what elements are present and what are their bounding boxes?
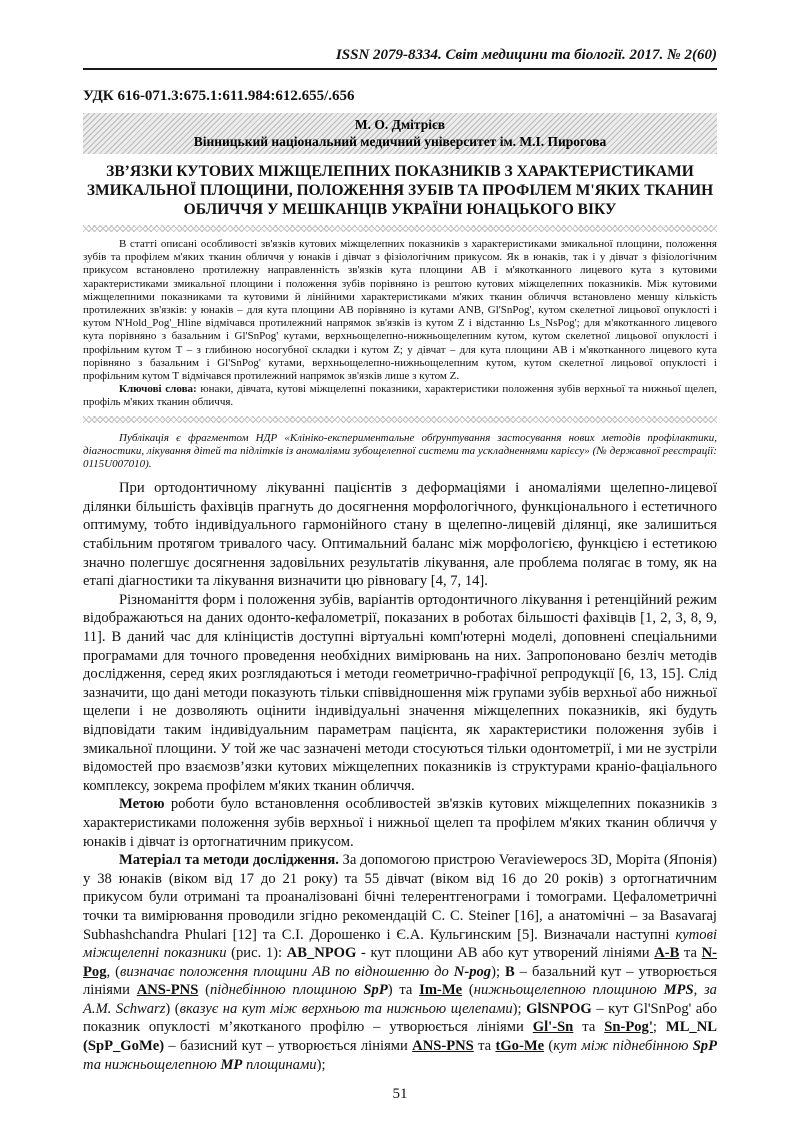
divider-zigzag-top: [83, 225, 717, 232]
paragraph-aim: Метою роботи було встановлення особливостей зв'язків кутових міжщелепних показників з характеристиками положення зубів верхньої і нижньої щелеп та профілем м'яких тканин обличчя у юнаків і дівчат із ортогнатичним прикусом.: [83, 796, 717, 850]
article-body: [83, 479, 717, 1074]
abstract-section: [83, 238, 717, 410]
article-title: ЗВ’ЯЗКИ КУТОВИХ МІЖЩЕЛЕПНИХ ПОКАЗНИКІВ З ХАРАКТЕРИСТИКАМИ ЗМИКАЛЬНОЇ ПЛОЩИНИ, ПОЛОЖЕННЯ ЗУБІВ ТА ПРОФІЛЕМ М'ЯКИХ ТКАНИН ОБЛИЧЧЯ У МЕШКАНЦІВ УКРАЇНИ ЮНАЦЬКОГО ВІКУ: [86, 163, 714, 218]
affiliation: Вінницький національний медичний університет ім. М.І. Пирогова: [193, 134, 607, 149]
paragraph-materials-methods: Матеріал та методи дослідження. За допомогою пристрою Veraviewepocs 3D, Моріта (Японія) у 38 юнаків (віком від 17 до 21 року) та 55 дівчат (віком від 16 до 20 років) з ортогнатичним прикусом були отримані та проаналізовані бічні телерентгенограми і томограми. Цефалометричні точки та вимірювання проводили згідно рекомендацій С. С. Steiner [16], а анатомічні – за Basavaraj Subhashchandra Phulari [12] та С.І. Дорошенко і Є.А. Кульгинским [5]. Визначали наступні кутові міжщелепні показники (рис. 1): AB_NPOG - кут площини АВ або кут утворений лініями A-B та N-Pog, (визначає положення площини АВ по відношенню до N-pog); B – базальний кут – утворюється лініями ANS-PNS (піднебінною площиною SpP) та Im-Me (нижньощелепною площиною MPS, за A.M. Schwarz) (вказує на кут між верхньою та нижньою щелепами); GlSNPOG – кут Gl'SnPog' або показник опуклості м’якотканого профілю – утворюється лініями Gl'-Sn та Sn-Pog'; ML_NL (SpP_GoMe) – базисний кут – утворюється лініями ANS-PNS та tGo-Me (кут між піднебінною SpP та нижньощелепною MP площинами);: [83, 852, 718, 1073]
paragraph-methods-review: Різноманіття форм і положення зубів, варіантів ортодонтичного лікування і ретенційний режим відображаються на даних одонто-кефалометрії, показаних в роботах більшості фахівців [1, 2, 3, 8, 9, 11]. В даний час для клініцистів доступні віртуальні комп'ютерні моделі, доповнені спеціальними програмами для точного проведення необхідних вимірювань на них. Запропоновано безліч методів дослідження, серед яких розглядаються і методи геометрично-графічної репродукції [6, 13, 15]. Слід зазначити, що дані методи показують тільки співвідношення між групами зубів верхньої або нижньої щелепи і не дозволяють оцінити індивідуальні значення міжщелепних показників, які будуть відповідати таким індивідуальним параметрам пацієнта, як характеристики положення зубів і змикальної площини. У той же час зазначені методи стосуються тільки одонтометрії, і ми не зустріли відомостей про взаємозв’язки кутових міжщелепних показників із структурами краніо-фаціального комплексу, зокрема профілем м'яких тканин обличчя.: [83, 591, 717, 794]
paragraph-intro: При ортодонтичному лікуванні пацієнтів з деформаціями і аномаліями щелепно-лицевої ділянки більшість фахівців прагнуть до досягнення морфологічного, функціонального і естетичного оптимуму, тобто індивідуального гармонійного стану в щелепно-лицевій ділянці, яке залишиться стабільним протягом тривалого часу. Оптимальний баланс між морфологією, функцією і естетикою значно полегшує досягнення задовільних результатів лікування, але проблема полягає в тому, як на етапі діагностики та лікування визначити цю рівновагу [4, 7, 14].: [83, 480, 717, 590]
udc-line: УДК 616-071.3:675.1:611.984:612.655/.656: [83, 88, 355, 104]
ndr-note: Публікація є фрагментом НДР «Клініко-експериментальне обґрунтування застосування нових методів профілактики, діагностики, лікування дітей та підлітків із аномаліями зубощелепної системи та ускладненнями карієсу» (№ державної реєстрації: 0115U007010).: [83, 431, 717, 471]
abstract-keywords: Ключові слова: юнаки, дівчата, кутові міжщелепні показники, характеристики положення зубів верхньої та нижньої щелеп, профіль м'яких тканин обличчя.: [83, 383, 717, 409]
author-name: М. О. Дмітрієв: [354, 117, 446, 132]
divider-zigzag-bottom: [83, 416, 717, 423]
author-box: [83, 113, 717, 154]
abstract-text: В статті описані особливості зв'язків кутових міжщелепних показників з характеристиками змикальної площини, положення зубів та профілем м'яких тканин обличчя у юнаків і дівчат з фізіологічним прикусом. Як в юнаків, так і у дівчат з фізіологічним прикусом встановлено протилежну направленність зв'язків кута площини АВ і м'якотканного лицевого кута з кутовими характеристиками змикальної площини і положення зубів порівняно із рештою кутових міжщелепних показників. Між кутовими міжщелепними показниками та кутовими й лінійними характеристиками м'яких тканин обличчя встановлено меншу кількість протилежних зв'язків: у юнаків – для кута площини АВ порівняно із кутами ANB, Gl'SnPog', кутом скелетної лицьової опуклості і кутом N'Hold_Pog'_Hline відмічався протилежний напрямок зв'язків із кутом Z і відстанню Ls_NsPog'; для м'якотканного лицевого кута порівняно з базальним і Gl'SnPog' кутами, верхньощелепно-нижньощелепним кутом, кутом скелетної лицьової опуклості і профільним кутом Т – з глибиною носогубної складки і кутом Z; у дівчат – для кута площини АВ і м'якотканного лицевого кута порівняно з базальним і Gl'SnPog' кутами, верхньощелепно-нижньощелепним кутом, кутом скелетної лицьової опуклості і профільним кутом Т відмічався протилежний напрямок зв'язків лише з кутом Z.: [83, 238, 717, 383]
page-number: 51: [392, 1086, 408, 1103]
journal-header: ISSN 2079-8334. Світ медицини та біології. 2017. № 2(60): [83, 46, 717, 70]
